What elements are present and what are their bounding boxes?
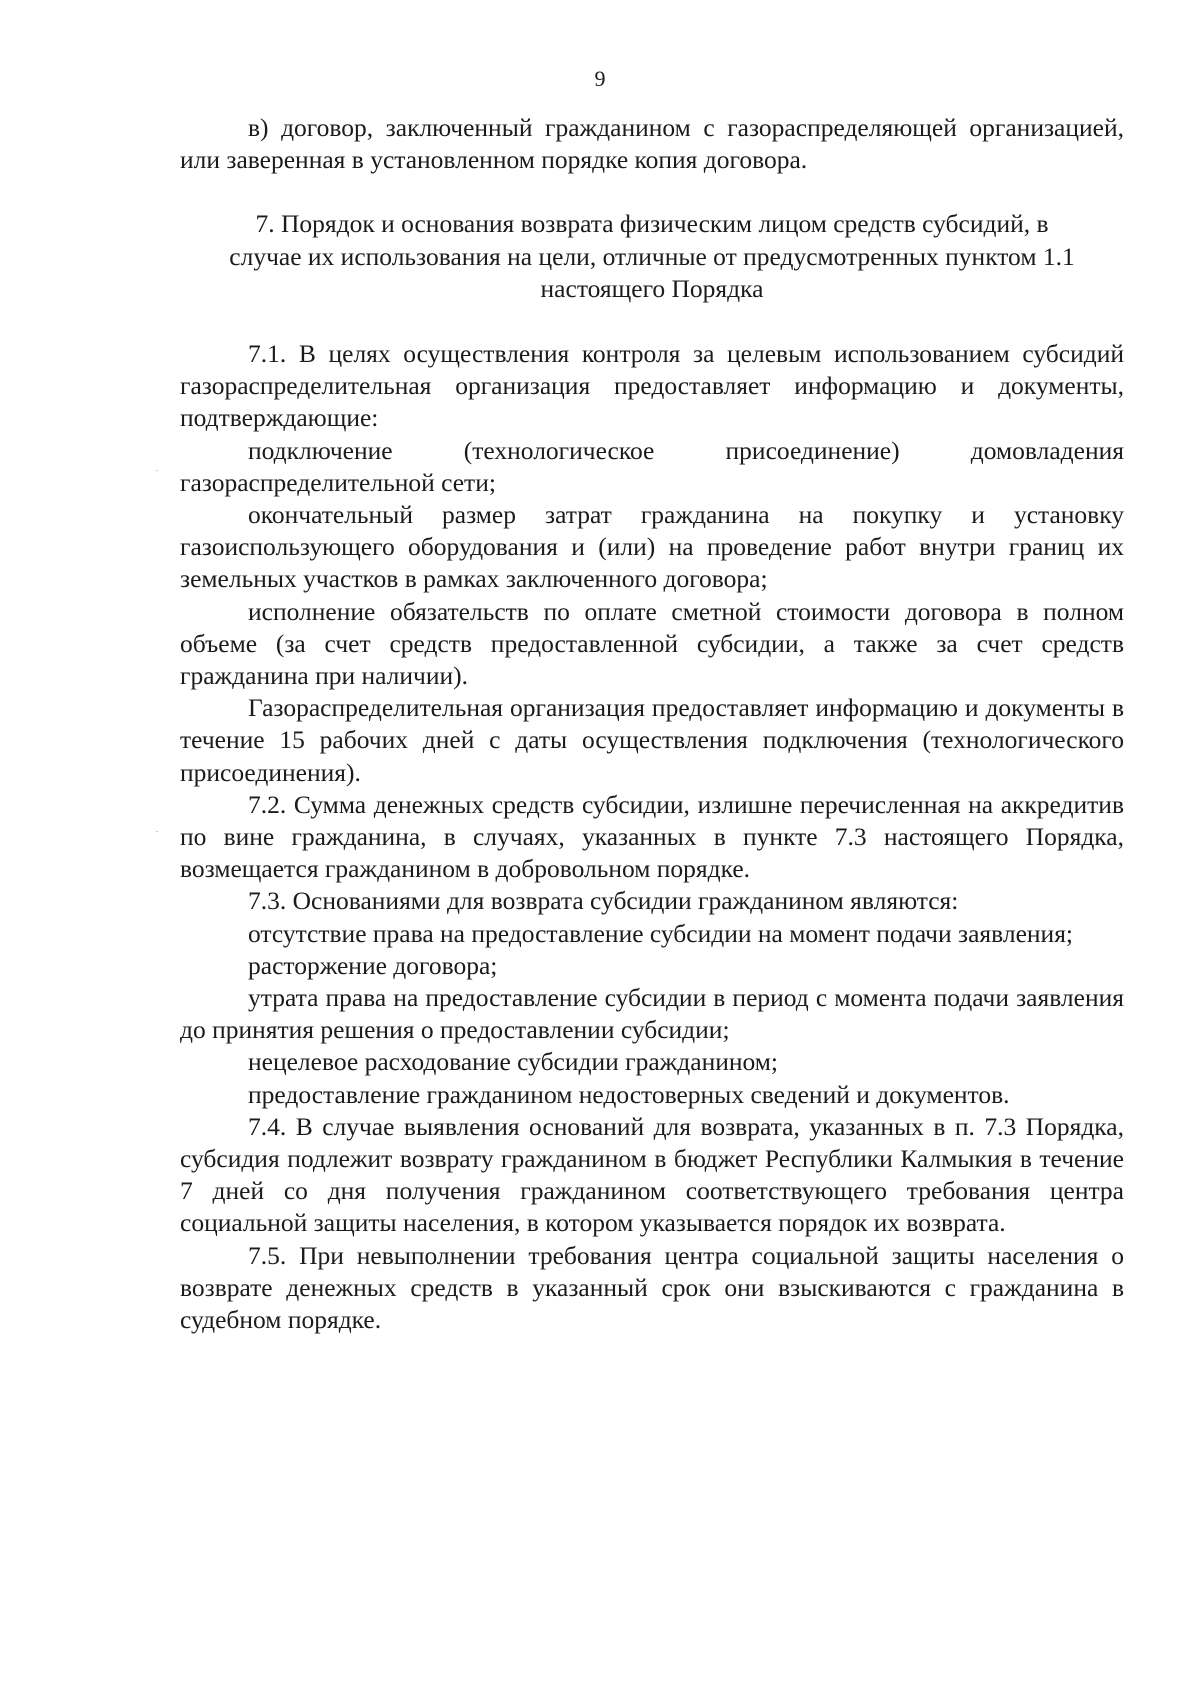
paragraph-7-3: 7.3. Основаниями для возврата субсидии гражданином являются: <box>248 886 959 916</box>
list-item-misuse: нецелевое расходование субсидии гражданином; <box>248 1047 779 1077</box>
list-item-loss-of-right: утрата права на предоставление субсидии в период с момента подачи заявления до принятия решения о предоставлении субсидии; <box>180 982 1124 1045</box>
paragraph-7-2: 7.2. Сумма денежных средств субсидии, излишне перечисленная на аккредитив по вине гражданина, в случаях, указанных в пункте 7.3 настоящего Порядка, возмещается гражданином в добровольном порядке. <box>180 789 1124 884</box>
list-item-connection: подключение (технологическое присоединение) домовладения газораспределительной сети; <box>180 435 1124 497</box>
page-number: 9 <box>594 66 606 91</box>
section-heading <box>180 208 1124 306</box>
paragraph-7-1: 7.1. В целях осуществления контроля за целевым использованием субсидий газораспределительная организация предоставляет информацию и документы, подтверждающие: <box>180 338 1124 433</box>
list-item-contract-termination: расторжение договора; <box>248 950 498 980</box>
list-item-payment-obligations: исполнение обязательств по оплате сметной стоимости договора в полном объеме (за счет средств предоставленной субсидии, а также за счет средств гражданина при наличии). <box>180 596 1124 690</box>
scan-artifact-mark <box>156 831 158 832</box>
paragraph-7-5: 7.5. При невыполнении требования центра социальной защиты населения о возврате денежных средств в указанный срок они взыскиваются с гражданина в судебном порядке. <box>180 1240 1124 1334</box>
document-body <box>180 112 1124 1336</box>
section-heading-line: настоящего Порядка <box>540 274 764 304</box>
list-item-no-right: отсутствие права на предоставление субсидии на момент подачи заявления; <box>248 918 1074 948</box>
list-item-final-costs: окончательный размер затрат гражданина на покупку и установку газоиспользующего оборудования и (или) на проведение работ внутри границ их земельных участков в рамках заключенного договора; <box>180 499 1124 594</box>
section-heading-line: случае их использования на цели, отличные от предусмотренных пунктом 1.1 <box>229 241 1075 271</box>
paragraph-7-4: 7.4. В случае выявления оснований для возврата, указанных в п. 7.3 Порядка, субсидия подлежит возврату гражданином в бюджет Республики Калмыкия в течение 7 дней со дня получения гражданином соответствующего требования центра социальной защиты населения, в котором указывается порядок их возврата. <box>180 1111 1124 1238</box>
intro-paragraph: в) договор, заключенный гражданином с газораспределяющей организацией, или заверенная в установленном порядке копия договора. <box>180 113 1124 175</box>
paragraph-deadline: Газораспределительная организация предоставляет информацию и документы в течение 15 рабочих дней с даты осуществления подключения (технологического присоединения). <box>180 693 1124 787</box>
section-heading-line: 7. Порядок и основания возврата физическим лицом средств субсидий, в <box>255 209 1049 239</box>
list-item-false-information: предоставление гражданином недостоверных сведений и документов. <box>248 1079 1010 1109</box>
scan-artifact-mark <box>156 470 158 471</box>
